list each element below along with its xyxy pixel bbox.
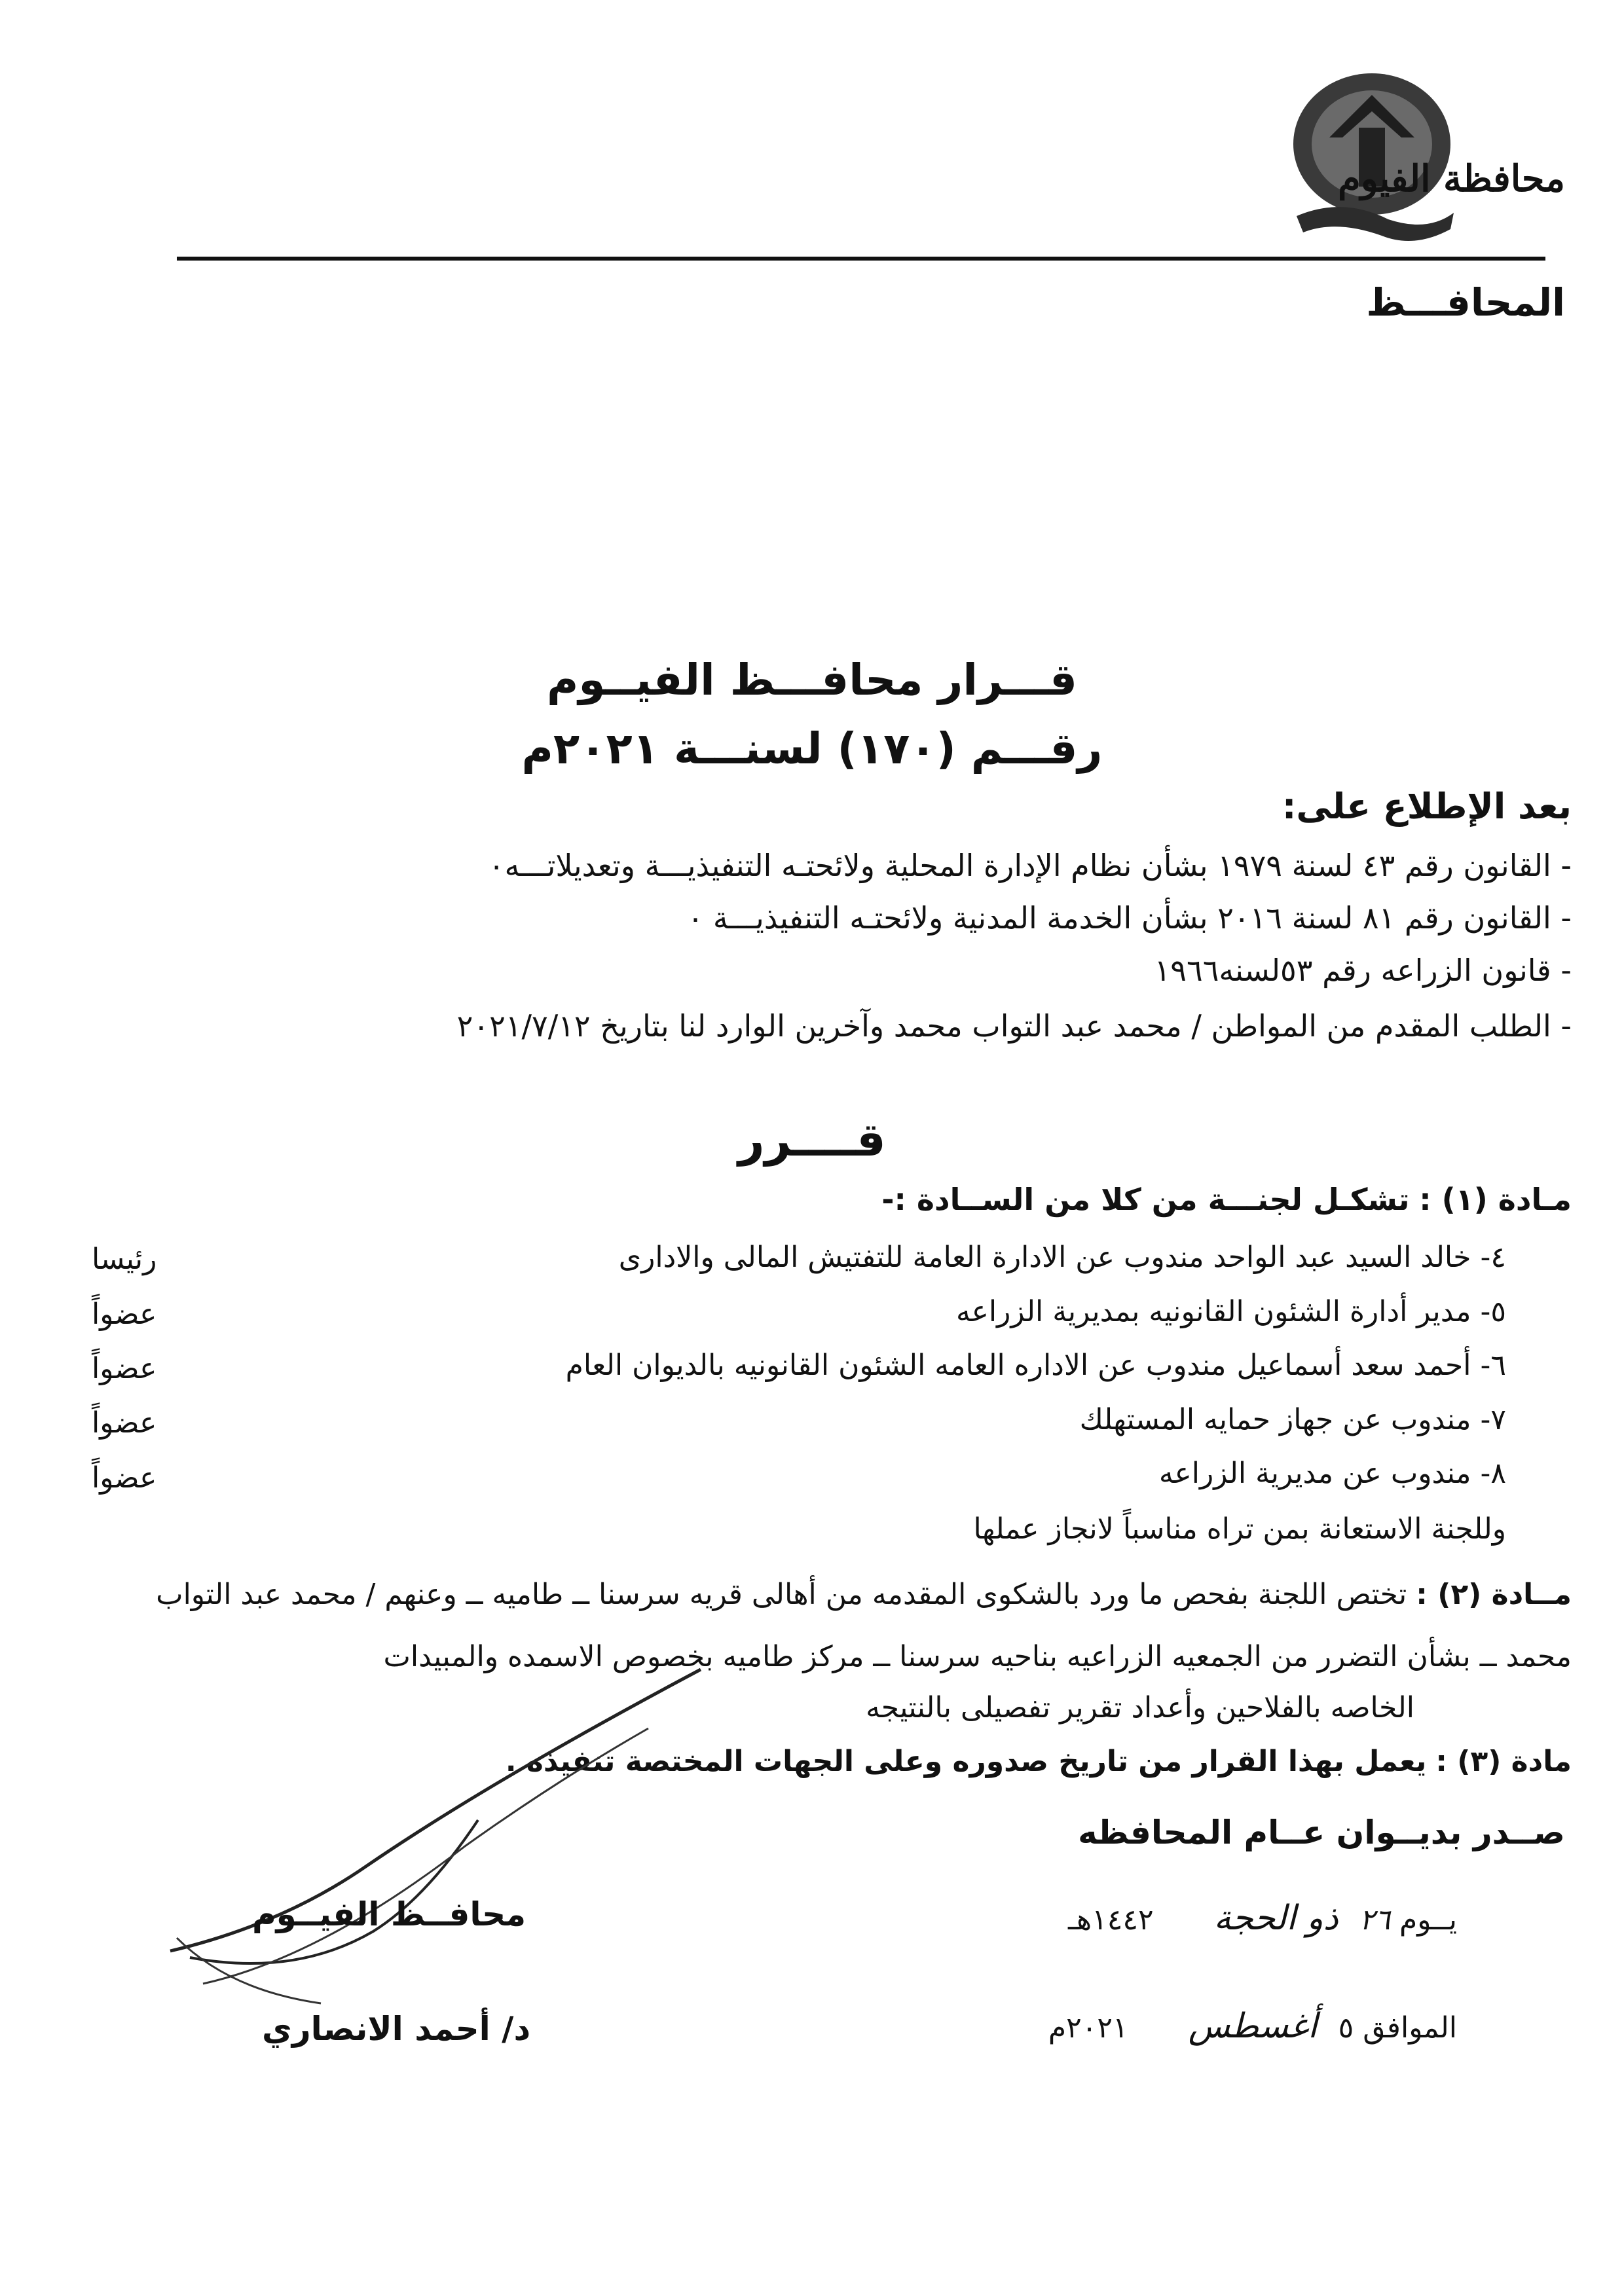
date-prefix: الموافق — [1363, 2011, 1457, 2045]
member-description: مندوب عن جهاز حمايه المستهلك — [1079, 1403, 1471, 1436]
member-number: ٧- — [1480, 1403, 1506, 1436]
member-role: رئيسا — [92, 1243, 157, 1276]
member-name: خالد السيد عبد الواحد — [1213, 1241, 1471, 1274]
law-reference: - قانون الزراعه رقم ٥٣لسنه١٩٦٦ — [1154, 953, 1572, 988]
member-role: عضواً — [92, 1461, 157, 1495]
signatory-title: محافــظ الفيــوم — [252, 1895, 526, 1933]
member-name: أحمد سعد أسماعيل — [1236, 1349, 1471, 1382]
article-text: الخاصه بالفلاحين وأعداد تقرير تفصيلى بالنتيجه — [866, 1691, 1414, 1724]
article-text: يعمل بهذا القرار من تاريخ صدوره وعلى الجهات المختصة تنفيذه . — [505, 1745, 1427, 1778]
hijri-month-handwritten: ذو الحجة — [1213, 1899, 1338, 1938]
article-text: محمد ــ بشأن التضرر من الجمعيه الزراعيه بناحيه سرسنا ــ مركز طاميه بخصوص الاسمده والمبيدات — [383, 1640, 1572, 1673]
law-reference: - القانون رقم ٨١ لسنة ٢٠١٦ بشأن الخدمة المدنية ولائحتـه التنفيذيـــة ٠ — [687, 900, 1572, 936]
article-label: مـادة (١) : — [1419, 1182, 1572, 1217]
governorate-name: محافظة الفيوم — [1338, 157, 1565, 200]
member-role: عضواً — [92, 1298, 157, 1331]
preamble-heading: بعد الإطلاع على: — [1282, 786, 1572, 827]
hijri-day: ٢٦ — [1359, 1903, 1390, 1937]
article-label: مــادة (٢) : — [1416, 1578, 1572, 1611]
gregorian-month-handwritten: أغسطس — [1188, 2007, 1318, 2046]
member-number: ٤- — [1480, 1241, 1506, 1274]
committee-member — [1159, 1457, 1506, 1490]
gregorian-year: ٢٠٢١م — [1048, 2011, 1128, 2045]
issued-statement: صــدر بديــوان عــام المحافظه — [1078, 1813, 1565, 1851]
hijri-year: ١٤٤٢هـ — [1068, 1903, 1154, 1937]
law-reference: - القانون رقم ٤٣ لسنة ١٩٧٩ بشأن نظام الإدارة المحلية ولائحتـه التنفيذيـــة وتعديلاتـــه٠ — [488, 848, 1572, 883]
committee-member — [619, 1241, 1506, 1274]
decree-number: رقـــم (١٧٠) لسنـــة ٢٠٢١م — [521, 723, 1103, 774]
decree-title: قـــرار محافـــظ الفيــوم — [546, 655, 1077, 705]
article-1-heading — [881, 1182, 1572, 1217]
date-prefix: يــوم — [1399, 1903, 1457, 1937]
office-title: المحافـــظ — [1366, 280, 1565, 325]
hijri-date — [1068, 1899, 1457, 1938]
committee-member — [566, 1349, 1506, 1382]
handwritten-signature-icon — [151, 1650, 740, 2016]
member-description: مندوب عن مديرية الزراعه — [1158, 1457, 1471, 1490]
member-role: عضواً — [92, 1352, 157, 1385]
member-number: ٨- — [1480, 1457, 1506, 1490]
article-text: تشكـل لجنـــة من كلا من الســادة :- — [881, 1182, 1410, 1217]
member-number: ٦- — [1480, 1349, 1506, 1382]
gregorian-day: ٥ — [1338, 2011, 1354, 2045]
article-text: تختص اللجنة بفحص ما ورد بالشكوى المقدمه من أهالى قريه سرسنا ــ طاميه ــ وعنهم / محمد عبد التواب — [156, 1578, 1407, 1611]
article-2-heading — [156, 1578, 1572, 1611]
member-number: ٥- — [1480, 1295, 1506, 1328]
header-divider — [177, 257, 1545, 261]
committee-note: وللجنة الاستعانة بمن تراه مناسباً لانجاز عملها — [973, 1512, 1506, 1546]
member-role: عضواً — [92, 1406, 157, 1440]
committee-member — [956, 1295, 1506, 1328]
article-label: مادة (٣) : — [1435, 1745, 1572, 1778]
member-description: مندوب عن الادارة العامة للتفتيش المالى والادارى — [618, 1241, 1204, 1274]
member-description: مندوب عن الاداره العامه الشئون القانونيه بالديوان العام — [565, 1349, 1227, 1382]
gregorian-date — [1048, 2007, 1457, 2046]
committee-member — [1080, 1403, 1506, 1436]
member-description: مدير أدارة الشئون القانونيه بمديرية الزراعه — [956, 1295, 1471, 1328]
decided-heading: قــــرر — [738, 1113, 886, 1167]
law-reference: - الطلب المقدم من المواطن / محمد عبد التواب محمد وآخرين الوارد لنا بتاريخ ٢٠٢١/٧/١٢ — [456, 1008, 1572, 1044]
signatory-name: د/ أحمد الانصاري — [262, 2010, 531, 2048]
